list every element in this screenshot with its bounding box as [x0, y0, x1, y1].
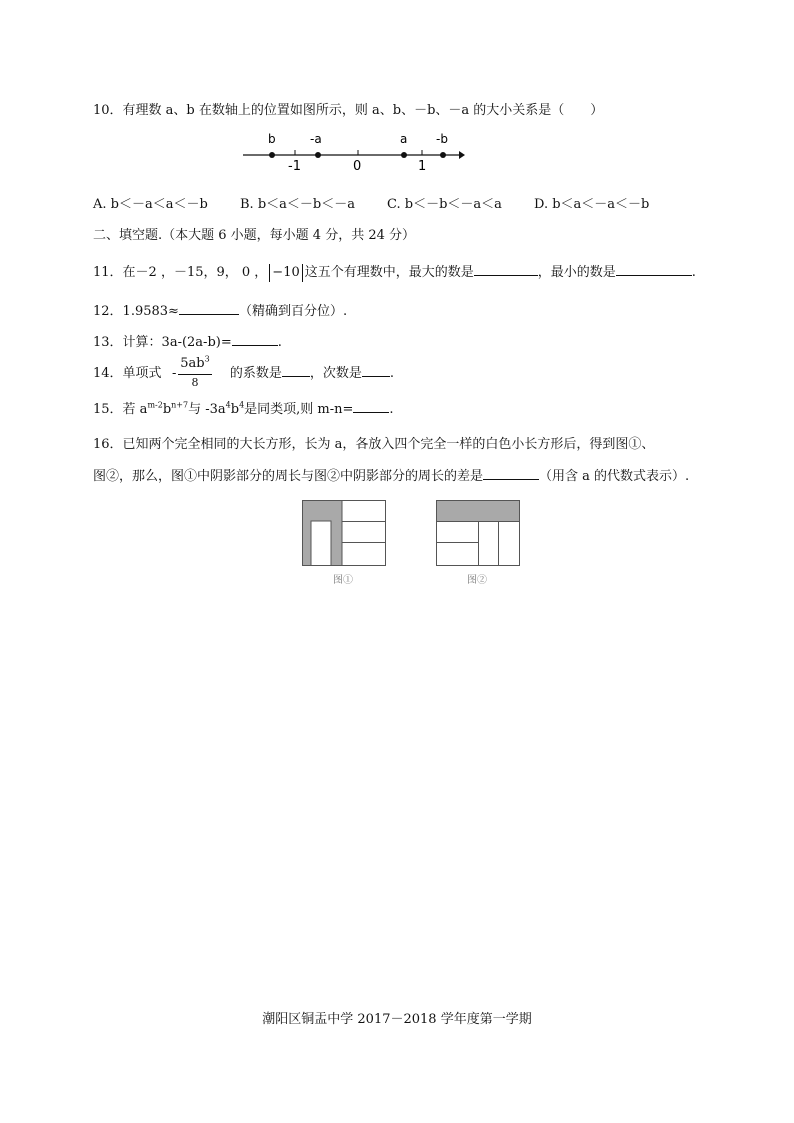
page-footer: 潮阳区铜盂中学 2017－2018 学年度第一学期 — [262, 1012, 532, 1027]
figure-2 — [436, 500, 520, 570]
number-line-svg — [240, 128, 465, 174]
figure-1-caption: 图① — [333, 575, 353, 586]
q11-blank2[interactable] — [616, 261, 692, 276]
q11-blank1[interactable] — [474, 261, 538, 276]
q14-pre: 14．单项式 — [93, 366, 162, 381]
q11-mid2: ，最小的数是 — [537, 265, 616, 280]
q14-mid2: ，次数是 — [309, 366, 362, 381]
label-a: a — [400, 132, 408, 146]
q16-blank[interactable] — [483, 465, 539, 480]
q11-mid: 这五个有理数中，最大的数是 — [304, 265, 474, 280]
q13-end: . — [277, 335, 282, 350]
fig2-small-rect-4 — [499, 522, 520, 566]
figure-2-caption: 图② — [467, 575, 487, 586]
fig1-small-rect-1 — [342, 501, 386, 522]
q11 — [93, 261, 696, 282]
fig2-small-rect-2 — [437, 543, 479, 566]
q14-frac-num: $5ab^3$ — [178, 356, 212, 375]
q14-mid: 的系数是 — [229, 366, 282, 381]
q14-blank1[interactable] — [282, 362, 310, 377]
point-neg-b — [440, 152, 446, 158]
q10-text: 10．有理数 a、b 在数轴上的位置如图所示，则 a、b、－b、－a 的大小关系是（ ） — [93, 103, 604, 118]
label-neg-a: -a — [310, 132, 322, 146]
q14-frac-den: 8 — [191, 376, 199, 386]
tick-label-1: 1 — [418, 159, 427, 174]
q10-option-a: A. b＜－a＜a＜－b — [93, 197, 208, 212]
q14-end: . — [389, 366, 394, 381]
q14-blank2[interactable] — [362, 362, 390, 377]
figure-2-svg — [436, 500, 520, 566]
q10-option-c: C. b＜－b＜－a＜a — [387, 197, 502, 212]
q11-pre: 11．在－2 ，－15，9， 0 ， — [93, 265, 268, 280]
q13-text: 13．计算：3a-(2a-b)= — [93, 335, 232, 350]
point-a — [401, 152, 407, 158]
fig1-small-rect-vertical — [311, 521, 331, 566]
q12-blank[interactable] — [179, 300, 239, 315]
label-neg-b: -b — [436, 132, 448, 146]
q14 — [93, 362, 394, 383]
q12-post: （精确到百分位）. — [238, 304, 348, 319]
q13-blank[interactable] — [232, 331, 278, 346]
point-neg-a — [315, 152, 321, 158]
fig1-small-rect-3 — [342, 543, 386, 566]
q15: 15．若 $a^{m-2}b^{n+7}$与 $-3a^4b^4$是同类项,则 m-n= . — [93, 398, 394, 419]
q11-end: . — [691, 265, 696, 280]
number-line-figure — [240, 128, 465, 174]
figure-1-svg — [302, 500, 386, 566]
q15-blank[interactable] — [353, 398, 389, 413]
q16-line1: 16．已知两个完全相同的大长方形，长为 a，各放入四个完全一样的白色小长方形后，得到图①、 — [93, 437, 655, 452]
fig2-small-rect-3 — [479, 522, 499, 566]
tick-label-0: 0 — [353, 159, 362, 174]
q16-line2: 图②，那么，图①中阴影部分的周长与图②中阴影部分的周长的差是 （用含 a 的代数式表示）. — [93, 465, 689, 486]
number-line-arrow — [459, 151, 465, 159]
q11-abs: −10 — [269, 264, 302, 282]
q12-pre: 12．1.9583≈ — [93, 304, 179, 319]
q10-option-d: D. b＜a＜－a＜－b — [534, 197, 650, 212]
q10-option-b: B. b＜a＜－b＜－a — [240, 197, 355, 212]
tick-label-neg1: -1 — [288, 159, 301, 174]
q13 — [93, 331, 282, 352]
label-b: b — [268, 132, 276, 146]
fig2-shaded-band — [437, 501, 520, 522]
q12 — [93, 300, 347, 321]
q14-minus: - — [172, 366, 177, 381]
point-b — [269, 152, 275, 158]
section-heading: 二、填空题.（本大题 6 小题，每小题 4 分，共 24 分） — [93, 228, 416, 243]
figure-1 — [302, 500, 386, 570]
fig1-small-rect-2 — [342, 522, 386, 543]
fig2-small-rect-1 — [437, 522, 479, 543]
